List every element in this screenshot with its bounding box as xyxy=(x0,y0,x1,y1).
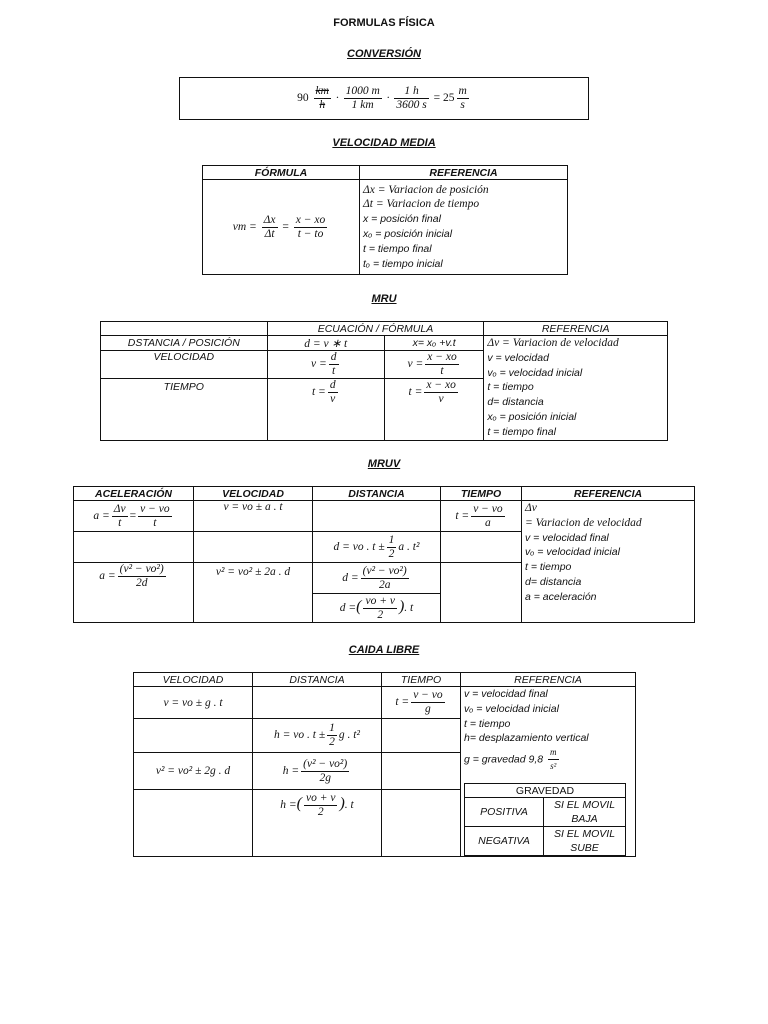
mruv-velocity-1: v = vo ± a . t xyxy=(194,501,313,532)
mruv-heading: MRUV xyxy=(367,458,401,470)
reference-item: h= desplazamiento vertical xyxy=(464,732,589,745)
reference-item: t = tiempo final xyxy=(487,425,556,438)
mru-references xyxy=(484,336,668,441)
mru-row-label: TIEMPO xyxy=(101,379,268,440)
gravedad-negativa-value: SI EL MOVIL SUBE xyxy=(544,827,626,856)
gravedad-header: GRAVEDAD xyxy=(465,784,626,798)
reference-item: t = tiempo xyxy=(487,381,534,394)
mru-eq-time-1: t = $\frac{d}{v}$ xyxy=(267,379,384,440)
mru-eq-time-2: t = $\frac{x - xo}{v}$ xyxy=(384,379,483,440)
reference-item: v = velocidad xyxy=(487,351,549,364)
conversion-heading: CONVERSIÓN xyxy=(347,48,421,60)
reference-item: t = tiempo xyxy=(464,717,511,730)
mruv-distance-3: d =( $\frac{vo + v}{2}$ ). t xyxy=(313,594,441,623)
reference-item: vₒ = velocidad inicial xyxy=(464,702,559,715)
col-tiempo: TIEMPO xyxy=(382,673,461,687)
col-velocidad: VELOCIDAD xyxy=(134,673,253,687)
cl-distance-3: h =( $\frac{vo + v}{2}$ ). t xyxy=(253,789,382,856)
vm-references xyxy=(360,180,568,275)
mruv-references xyxy=(522,501,695,623)
col-referencia: REFERENCIA xyxy=(484,322,668,336)
conversion-formula: 90 $\frac{km}{h}$ · $\frac{1000 m}{1 km}$ · $\frac{1 h}{3600 s}$ = 25 $\frac{m}{s}$ xyxy=(297,85,467,111)
mru-heading: MRU xyxy=(371,293,397,305)
reference-item: xₒ = posición inicial xyxy=(363,228,453,240)
cl-distance-1: h = vo . t ± $\frac{1}{2}$ g . t² xyxy=(253,719,382,753)
velocidad-media-heading: VELOCIDAD MEDIA xyxy=(332,137,436,149)
reference-item: Δv = Variacion de velocidad xyxy=(487,337,619,349)
mru-eq-distance: d = v ∗ t xyxy=(267,336,384,351)
reference-item: tₒ = tiempo inicial xyxy=(363,257,443,270)
reference-item: d= distancia xyxy=(487,396,544,409)
gravedad-table xyxy=(464,783,626,856)
col-referencia: REFERENCIA xyxy=(522,487,695,501)
col-referencia: REFERENCIA xyxy=(360,166,568,180)
caida-libre-heading: CAIDA LIBRE xyxy=(348,644,420,656)
conversion-box xyxy=(179,77,589,120)
mruv-acceleration-2: a = $\frac{\text{(v² − vo²)}}{2d}$ xyxy=(74,563,194,623)
col-tiempo: TIEMPO xyxy=(441,487,522,501)
col-aceleracion: ACELERACIÓN xyxy=(74,487,194,501)
mru-table xyxy=(100,321,668,441)
cl-references xyxy=(461,687,636,857)
reference-item: Δx = Variacion de posición xyxy=(363,183,489,196)
col-ecuacion: ECUACIÓN / FÓRMULA xyxy=(267,322,484,336)
reference-item: Δt = Variacion de tiempo xyxy=(363,198,480,211)
col-distancia: DISTANCIA xyxy=(253,673,382,687)
reference-item: vₒ = velocidad inicial xyxy=(525,546,620,559)
reference-item: g = gravedad 9,8 $\frac{m}{\text{s²}}$ xyxy=(464,747,557,772)
reference-item: vₒ = velocidad inicial xyxy=(487,366,583,379)
mru-row-label: VELOCIDAD xyxy=(101,351,268,379)
mruv-time-1: t = $\frac{v - vo}{a}$ xyxy=(441,501,522,532)
cl-time-1: t = $\frac{v - vo}{g}$ xyxy=(382,687,461,719)
col-formula: FÓRMULA xyxy=(203,166,360,180)
mruv-distance-2: d = $\frac{\text{(v² − vo²)}}{2a}$ xyxy=(313,563,441,594)
col-referencia: REFERENCIA xyxy=(461,673,636,687)
gravedad-positiva-label: POSITIVA xyxy=(465,798,544,827)
mru-eq-velocity-1: v = $\frac{d}{t}$ xyxy=(267,351,384,379)
gravedad-negativa-label: NEGATIVA xyxy=(465,827,544,856)
mruv-table xyxy=(73,486,695,623)
mru-row-label: DSTANCIA / POSICIÓN xyxy=(101,336,268,351)
reference-item: t = tiempo xyxy=(525,561,572,574)
reference-item: v = velocidad final xyxy=(525,531,609,544)
reference-item: = Variacion de velocidad xyxy=(525,516,642,529)
mruv-acceleration-1: a = $\frac{\Delta v}{t}$ = $\frac{v - vo}{t}$ xyxy=(74,501,194,532)
cl-velocity-1: v = vo ± g . t xyxy=(134,687,253,719)
reference-item: x = posición final xyxy=(363,213,441,226)
gravedad-positiva-value: SI EL MOVIL BAJA xyxy=(544,798,626,827)
reference-item: xₒ = posición inicial xyxy=(487,410,577,423)
mru-eq-position: x= xₒ +v.t xyxy=(384,336,483,351)
reference-item: d= distancia xyxy=(525,575,582,588)
reference-item: a = aceleración xyxy=(525,590,597,603)
mruv-velocity-2: v² = vo² ± 2a . d xyxy=(194,563,313,623)
reference-item: Δv xyxy=(525,502,537,514)
velocidad-media-table xyxy=(202,165,568,275)
cl-distance-2: h = $\frac{\text{(v² − vo²)}}{2g}$ xyxy=(253,753,382,789)
page-title: FORMULAS FÍSICA xyxy=(333,17,435,29)
col-distancia: DISTANCIA xyxy=(313,487,441,501)
mruv-distance-1: d = vo . t ± $\frac{1}{2}$ a . t² xyxy=(313,532,441,563)
vm-formula-cell: vm = $\frac{\Delta x}{\Delta t}$ = $\frac{x - xo}{t - to}$ xyxy=(203,180,360,275)
caida-libre-table xyxy=(133,672,636,857)
reference-item: v = velocidad final xyxy=(464,688,548,700)
cl-velocity-2: v² = vo² ± 2g . d xyxy=(134,753,253,789)
mru-eq-velocity-2: v = $\frac{x - xo}{t}$ xyxy=(384,351,483,379)
col-velocidad: VELOCIDAD xyxy=(194,487,313,501)
reference-item: t = tiempo final xyxy=(363,242,432,255)
